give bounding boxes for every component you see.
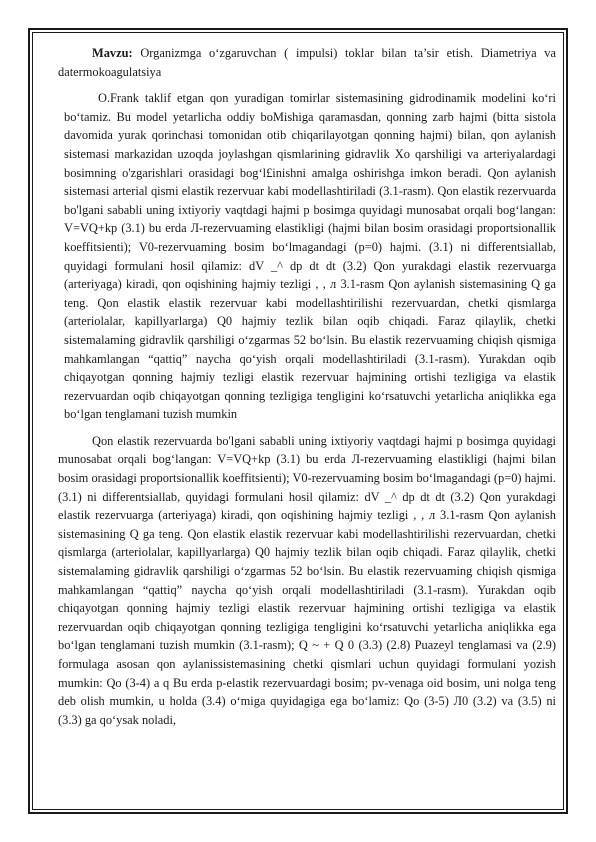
paragraph-2: Qon elastik rezervuarda bo'lgani sababli uning ixtiyoriy vaqtdagi hajmi p bosimga quyidagi munosabat orqali bog‘langan: V=VQ+kp (3.1) bu erda Л-rezervuaming elastikligi (hajmi bilan bosim orasidagi proportsionallik koeffitsienti); V0-rezervuaming bosim bo‘lmagandagi (p=0) hajmi. (3.1) ni differentsiallab, quyidagi formulani hosil qilamiz: dV _^ dp dt dt (3.2) Qon yurakdagi elastik rezervuarga (arteriyaga) kiradi, qon oqishining hajmiy tezligi , , л 3.1-rasm Qon aylanish sistemasining Q ga teng. Qon elastik elastik rezervuar kabi modellashtirilishi rezervuardan, chetki qismlarga (arteriolalar, kapillyarlarga) Q0 hajmiy tezlik bilan oqib chiqadi. Faraz qilaylik, chetki sistemalaming gidravlik qarshiligi o‘zgarmas 52 bo‘lsin. Bu elastik rezervuaming chiqish qismiga mahkamlangan “qattiq” naycha qo‘yish orqali modellashtiriladi (3.1-rasm). Yurakdan oqib chiqayotgan qonning hajmiy tezligi elastik rezervuar hajmining ortishi tezligiga va elastik rezervuardan oqib chiqayotgan qonning tezligiga tengligini ko‘rsatuvchi yetarlicha aniqlikka ega bo‘lgan tenglamani tuzish mumkin (3.1-rasm); Q ~ + Q 0 (3.3) (2.8) Puazeyl tenglamasi va (2.9) formulaga asosan qon aylanissistemasining chetki qismlari uchun quyidagi formulani yozish mumkin: Qo (3-4) a q Bu erda p-elastik rezervuardagi bosim; pv-venaga oid bosim, uni nolga teng deb olish mumkin, u holda (3.4) o‘miga quyidagiga ega bo‘lamiz: Qo (3-5) Л0 (3.2) va (3.5) ni (3.3) ga qo‘ysak noladi, [58,433,556,727]
title-label: Mavzu: [92,46,133,60]
document-body [58,44,556,729]
document-title [58,44,556,81]
title-text: Organizmga o‘zgaruvchan ( impulsi) toklar bilan ta’sir etish. Diametriya va datermokoagulatsiya [58,46,556,79]
paragraph-1: O.Frank taklif etgan qon yuradigan tomirlar sistemasining gidrodinamik modelini ko‘ri bo‘tamiz. Bu model yetarlicha oddiy boMishiga qaramasdan, qonning zarb hajmi (bitta sistola davomida yurak qorinchasi tomonidan otib chiqarilayotgan qonning hajmi) bilan, qon aylanish sistemasi markazidan uzoqda joylashgan qismlarining gidravlik Xo qarshiligi va arteriyalardagi bosimning o'zgarishlari orasidagi bog‘l£inishni amalga oshirishga imkon beradi. Qon aylanish sistemasi arterial qismi elastik rezervuar kabi modellashtiriladi (3.1-rasm). Qon elastik rezervuarda bo'lgani sababli uning ixtiyoriy vaqtdagi hajmi p bosimga quyidagi munosabat orqali bog‘langan: V=VQ+kp (3.1) bu erda Л-rezervuaming elastikligi (hajmi bilan bosim orasidagi proportsionallik koeffitsienti); V0-rezervuaming bosim bo‘lmagandagi (p=0) hajmi. (3.1) ni differentsiallab, quyidagi formulani hosil qilamiz: dV _^ dp dt dt (3.2) Qon yurakdagi elastik rezervuarga (arteriyaga) kiradi, qon oqishining hajmiy tezligi , , л 3.1-rasm Qon aylanish sistemasining Q ga teng. Qon elastik elastik rezervuar kabi modellashtirilishi rezervuardan, chetki qismlarga (arteriolalar, kapillyarlarga) Q0 hajmiy tezlik bilan oqib chiqadi. Faraz qilaylik, chetki sistemalaming gidravlik qarshiligi o‘zgarmas 52 bo‘lsin. Bu elastik rezervuaming chiqish qismiga mahkamlangan “qattiq” naycha qo‘yish orqali modellashtiriladi (3.1-rasm). Yurakdan oqib chiqayotgan qonning hajmiy tezligi elastik rezervuar hajmining ortishi tezligiga va elastik rezervuardan oqib chiqayotgan qonning tezligiga tengligini ko‘rsatuvchi yetarlicha aniqlikka ega bo‘lgan tenglamani tuzish mumkin [64,91,556,422]
